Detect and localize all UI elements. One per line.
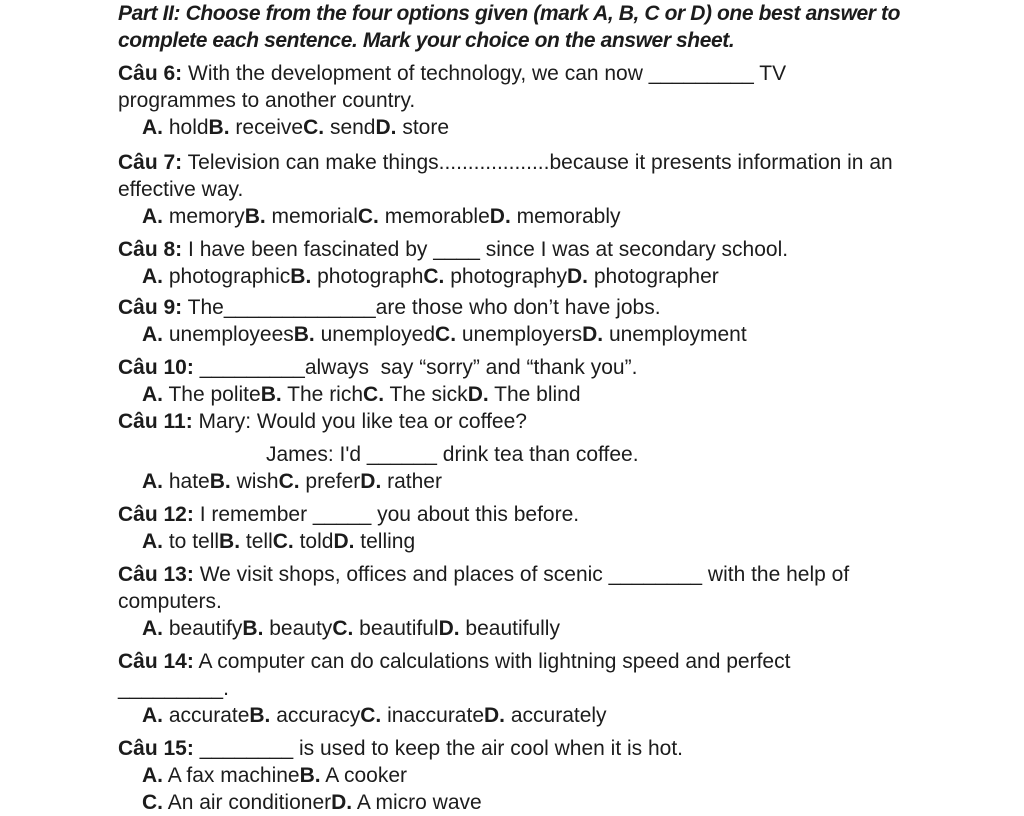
question-number: Câu 10: — [118, 356, 194, 379]
option-d[interactable] — [360, 470, 442, 493]
option-label: A. — [142, 470, 163, 493]
option-label: B. — [299, 764, 321, 787]
option-text: A cooker — [325, 764, 407, 787]
option-d[interactable] — [490, 205, 621, 228]
option-text: inaccurate — [387, 704, 484, 727]
option-b[interactable] — [210, 470, 279, 493]
option-label: B. — [249, 704, 271, 727]
option-b[interactable] — [290, 265, 423, 288]
option-label: A. — [142, 764, 163, 787]
option-label: D. — [360, 470, 382, 493]
question-6 — [118, 60, 908, 141]
option-text: memorial — [271, 205, 358, 228]
option-text: memory — [168, 205, 245, 228]
option-text: beautifully — [465, 617, 560, 640]
option-label: C. — [303, 116, 325, 139]
option-b[interactable] — [219, 530, 273, 553]
question-stem — [118, 60, 908, 114]
question-stem — [118, 648, 908, 675]
option-label: C. — [363, 383, 385, 406]
option-text: to tell — [168, 530, 220, 553]
option-text: unemployment — [608, 323, 747, 346]
question-stem — [118, 561, 908, 615]
option-label: B. — [293, 323, 315, 346]
option-label: C. — [435, 323, 457, 346]
option-c[interactable] — [363, 383, 468, 406]
option-a[interactable] — [142, 205, 245, 228]
option-text: photography — [450, 265, 567, 288]
option-text: memorable — [384, 205, 490, 228]
option-label: B. — [242, 617, 264, 640]
option-text: unemployees — [168, 323, 294, 346]
option-c[interactable] — [423, 265, 567, 288]
option-c[interactable] — [273, 530, 334, 553]
option-label: D. — [438, 617, 460, 640]
options-row — [118, 263, 908, 290]
question-number: Câu 13: — [118, 563, 194, 586]
option-label: D. — [567, 265, 588, 288]
option-label: B. — [290, 265, 312, 288]
option-text: beautify — [168, 617, 243, 640]
option-label: A. — [142, 323, 163, 346]
option-text: photographer — [593, 265, 719, 288]
option-d[interactable] — [484, 704, 607, 727]
question-text: I remember _____ you about this before. — [199, 503, 580, 526]
option-label: C. — [332, 617, 354, 640]
question-13 — [118, 561, 908, 642]
option-label: A. — [142, 383, 163, 406]
option-label: A. — [142, 116, 163, 139]
question-number: Câu 12: — [118, 503, 194, 526]
options-row — [118, 321, 908, 348]
option-label: A. — [142, 205, 163, 228]
option-label: A. — [142, 617, 163, 640]
option-label: C. — [423, 265, 445, 288]
question-text: The_____________are those who don’t have jobs. — [187, 296, 661, 319]
option-text: unemployers — [461, 323, 583, 346]
options-row — [118, 203, 908, 230]
question-number: Câu 14: — [118, 650, 194, 673]
option-a[interactable] — [142, 323, 294, 346]
option-text: store — [402, 116, 450, 139]
option-c[interactable] — [332, 617, 438, 640]
option-c[interactable] — [303, 116, 375, 139]
options-row — [118, 615, 908, 642]
option-label: D. — [333, 530, 355, 553]
option-a[interactable] — [142, 617, 242, 640]
question-stem — [118, 408, 908, 435]
question-8 — [118, 236, 908, 290]
option-a[interactable] — [142, 383, 261, 406]
option-label: D. — [331, 791, 353, 814]
question-stem — [118, 735, 908, 762]
option-text: hate — [168, 470, 210, 493]
option-text: photograph — [317, 265, 424, 288]
option-a[interactable] — [142, 265, 290, 288]
option-b[interactable] — [242, 617, 332, 640]
question-number: Câu 11: — [118, 410, 193, 433]
options-row — [118, 789, 908, 816]
question-number: Câu 8: — [118, 238, 183, 261]
question-stem — [118, 236, 908, 263]
option-a[interactable] — [142, 470, 210, 493]
question-12 — [118, 501, 908, 555]
question-text: _________always say “sorry” and “thank you”. — [199, 356, 638, 379]
option-b[interactable] — [249, 704, 360, 727]
question-number: Câu 7: — [118, 151, 183, 174]
option-a[interactable] — [142, 764, 300, 787]
question-text: Television can make things...................because it presents information in an effective way. — [118, 151, 899, 201]
option-text: A fax machine — [167, 764, 300, 787]
question-stem — [118, 501, 908, 528]
options-row — [118, 381, 908, 408]
option-label: D. — [484, 704, 505, 727]
option-text: The polite — [168, 383, 261, 406]
question-14 — [118, 648, 908, 729]
option-label: B. — [208, 116, 230, 139]
option-text: accurately — [510, 704, 607, 727]
option-text: told — [299, 530, 334, 553]
option-label: A. — [142, 530, 163, 553]
question-stem — [118, 149, 908, 203]
option-text: telling — [360, 530, 416, 553]
options-row — [118, 762, 908, 789]
option-d[interactable] — [439, 617, 560, 640]
option-text: beauty — [269, 617, 333, 640]
worksheet — [118, 0, 908, 816]
options-row — [118, 114, 908, 141]
option-d[interactable] — [567, 265, 719, 288]
option-text: wish — [236, 470, 279, 493]
option-label: C. — [357, 205, 379, 228]
option-text: prefer — [305, 470, 361, 493]
option-b[interactable] — [300, 764, 407, 787]
question-15 — [118, 735, 908, 816]
options-row — [118, 702, 908, 729]
options-row — [118, 528, 908, 555]
option-label: D. — [375, 116, 397, 139]
option-d[interactable] — [582, 323, 747, 346]
option-label: B. — [219, 530, 241, 553]
question-number: Câu 9: — [118, 296, 183, 319]
option-d[interactable] — [468, 383, 581, 406]
option-c[interactable] — [358, 205, 490, 228]
option-text: hold — [168, 116, 209, 139]
option-text: rather — [387, 470, 442, 493]
option-text: The rich — [287, 383, 364, 406]
question-stem — [118, 294, 908, 321]
option-label: C. — [360, 704, 382, 727]
option-text: unemployed — [320, 323, 436, 346]
option-d[interactable] — [333, 530, 415, 553]
option-label: C. — [272, 530, 294, 553]
option-label: B. — [244, 205, 266, 228]
option-a[interactable] — [142, 530, 219, 553]
option-text: memorably — [516, 205, 621, 228]
option-text: The blind — [494, 383, 581, 406]
option-text: The sick — [389, 383, 468, 406]
question-text: A computer can do calculations with lightning speed and perfect — [198, 650, 791, 673]
question-text: With the development of technology, we can now _________ TV programmes to another country. — [118, 62, 792, 112]
option-b[interactable] — [245, 205, 358, 228]
question-number: Câu 15: — [118, 737, 194, 760]
option-b[interactable] — [261, 383, 363, 406]
option-text: accurate — [168, 704, 250, 727]
instructions: Part II: Choose from the four options given (mark A, B, C or D) one best answer to complete each sentence. Mark your choice on the answer sheet. — [118, 2, 901, 52]
option-b[interactable] — [294, 323, 435, 346]
option-label: B. — [260, 383, 282, 406]
option-text: photographic — [168, 265, 291, 288]
option-text: send — [329, 116, 376, 139]
option-c[interactable] — [435, 323, 582, 346]
question-text: ________ is used to keep the air cool when it is hot. — [199, 737, 684, 760]
option-d[interactable] — [331, 791, 482, 814]
option-label: D. — [582, 323, 604, 346]
option-text: tell — [245, 530, 273, 553]
question-9 — [118, 294, 908, 348]
question-7 — [118, 149, 908, 230]
option-label: C. — [278, 470, 300, 493]
option-text: receive — [235, 116, 304, 139]
option-label: A. — [142, 704, 163, 727]
option-c[interactable] — [142, 791, 331, 814]
option-label: B. — [209, 470, 231, 493]
option-b[interactable] — [209, 116, 304, 139]
question-text: Mary: Would you like tea or coffee? — [198, 410, 527, 433]
option-label: C. — [142, 791, 163, 814]
question-10 — [118, 354, 908, 408]
option-c[interactable] — [279, 470, 361, 493]
question-list — [118, 60, 908, 816]
question-text: I have been fascinated by ____ since I was at secondary school. — [188, 238, 789, 261]
option-label: D. — [467, 383, 489, 406]
question-text: We visit shops, offices and places of scenic ________ with the help of computers. — [118, 563, 855, 613]
option-d[interactable] — [375, 116, 449, 139]
question-stem — [118, 354, 908, 381]
option-label: A. — [142, 265, 163, 288]
question-text-line2: _________. — [118, 677, 229, 700]
option-text: An air conditioner — [167, 791, 332, 814]
option-c[interactable] — [360, 704, 484, 727]
question-number: Câu 6: — [118, 62, 183, 85]
question-text-line2: James: I'd ______ drink tea than coffee. — [266, 443, 639, 466]
option-text: accuracy — [276, 704, 361, 727]
option-text: beautiful — [359, 617, 439, 640]
question-11 — [118, 408, 908, 495]
option-a[interactable] — [142, 704, 249, 727]
options-row — [118, 468, 908, 495]
option-a[interactable] — [142, 116, 209, 139]
option-text: A micro wave — [356, 791, 482, 814]
option-label: D. — [489, 205, 511, 228]
